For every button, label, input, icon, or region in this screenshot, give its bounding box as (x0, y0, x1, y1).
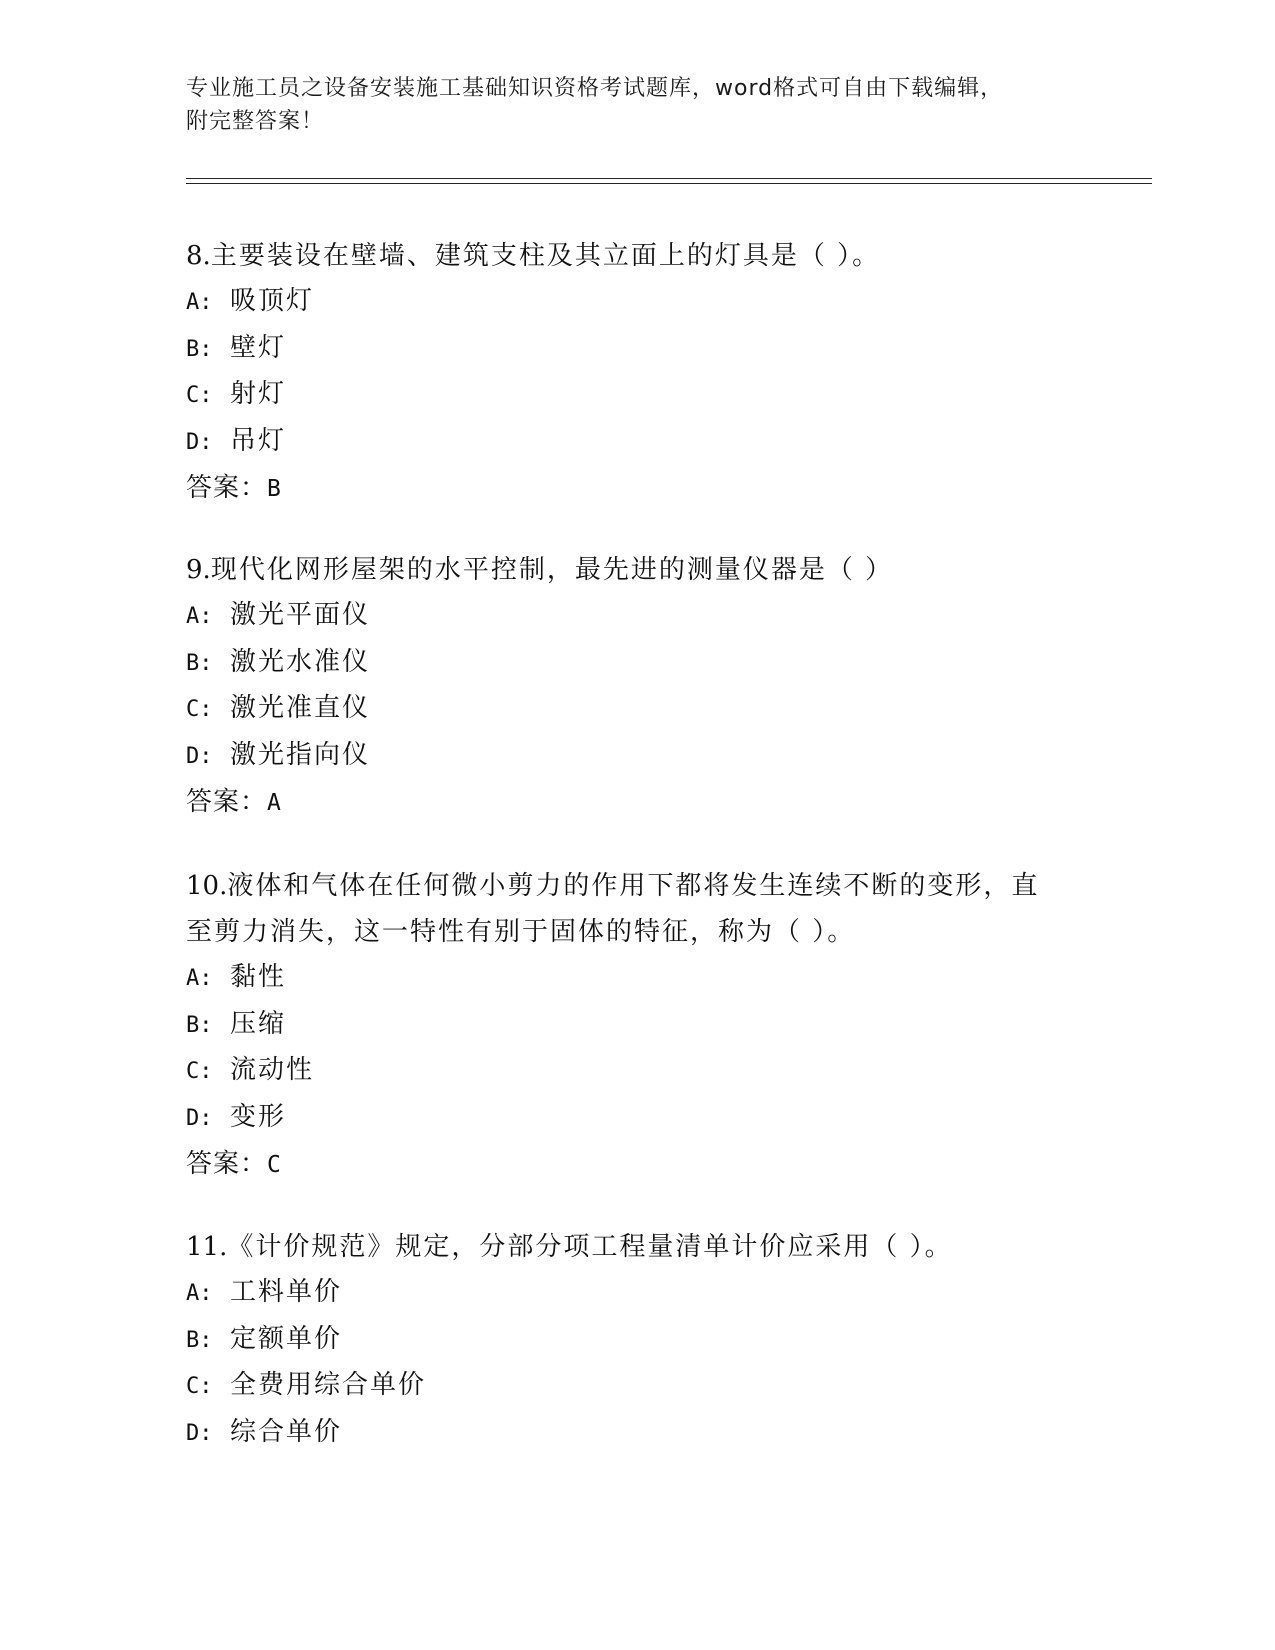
question-stem (186, 547, 1086, 593)
option-letter: B: (186, 336, 213, 362)
option-letter: B: (186, 650, 213, 676)
question-number: 9. (186, 555, 211, 585)
option-b (186, 326, 1086, 373)
option-letter: C: (186, 1374, 213, 1399)
option-letter: A: (186, 290, 213, 315)
question-stem (186, 233, 1086, 279)
option-letter: A: (186, 604, 213, 629)
option-c (186, 372, 1086, 419)
question-stem-continued (186, 909, 1086, 955)
question-10 (186, 863, 1086, 1188)
option-a (186, 1270, 1086, 1317)
header-line-2: 附完整答案！ (186, 109, 325, 134)
question-stem (186, 863, 1086, 909)
option-text: 定额单价 (230, 1323, 343, 1354)
option-text: 变形 (230, 1101, 287, 1132)
option-letter: B: (186, 1012, 213, 1038)
option-text: 激光准直仪 (230, 693, 371, 723)
option-c (186, 1048, 1086, 1095)
answer-label: 答案： (186, 787, 268, 817)
header-divider-top (186, 178, 1152, 179)
option-a (186, 955, 1086, 1002)
option-letter: D: (186, 1420, 213, 1446)
option-text: 黏性 (230, 962, 287, 992)
option-text: 射灯 (230, 379, 287, 409)
option-a (186, 593, 1086, 640)
question-number: 10. (186, 871, 228, 901)
document-header (186, 72, 1086, 138)
option-text: 压缩 (230, 1008, 287, 1039)
question-text: 《计价规范》规定，分部分项工程量清单计价应采用（ ）。 (227, 1232, 953, 1262)
option-a (186, 279, 1086, 326)
option-c (186, 686, 1086, 733)
option-text: 工料单价 (230, 1277, 343, 1307)
option-letter: C: (186, 1059, 213, 1084)
option-text: 全费用综合单价 (230, 1370, 427, 1400)
option-letter: D: (186, 1105, 213, 1131)
answer-label: 答案： (186, 473, 268, 503)
header-divider-bottom (186, 183, 1152, 184)
answer-label: 答案： (186, 1149, 268, 1179)
option-text: 激光平面仪 (230, 600, 371, 630)
answer-line (186, 465, 1086, 512)
question-text: 现代化网形屋架的水平控制，最先进的测量仪器是（ ） (210, 555, 894, 585)
answer-value: A (267, 790, 281, 816)
answer-line (186, 1141, 1086, 1188)
question-number: 8. (186, 241, 211, 271)
question-text-line-2: 至剪力消失，这一特性有别于固体的特征，称为（ ）。 (186, 917, 856, 947)
option-letter: D: (186, 743, 213, 769)
header-line-1: 专业施工员之设备安装施工基础知识资格考试题库，word格式可自由下载编辑， (186, 76, 1004, 101)
option-text: 综合单价 (230, 1416, 343, 1447)
option-d (186, 1410, 1086, 1457)
question-8 (186, 233, 1086, 512)
option-letter: A: (186, 1281, 213, 1306)
option-text: 激光水准仪 (230, 646, 371, 677)
option-text: 壁灯 (230, 332, 287, 363)
option-d (186, 733, 1086, 780)
question-stem (186, 1224, 1086, 1270)
option-text: 吸顶灯 (230, 286, 315, 316)
option-b (186, 1317, 1086, 1364)
option-text: 激光指向仪 (230, 739, 371, 770)
option-letter: C: (186, 383, 213, 408)
option-c (186, 1363, 1086, 1410)
question-11 (186, 1224, 1086, 1456)
option-letter: C: (186, 697, 213, 722)
option-text: 吊灯 (230, 425, 287, 456)
question-9 (186, 547, 1086, 826)
option-letter: D: (186, 429, 213, 455)
option-b (186, 1002, 1086, 1049)
option-letter: B: (186, 1327, 213, 1353)
option-d (186, 1095, 1086, 1142)
option-letter: A: (186, 966, 213, 991)
answer-line (186, 779, 1086, 826)
question-number: 11. (186, 1232, 228, 1262)
question-text-line-1: 液体和气体在任何微小剪力的作用下都将发生连续不断的变形，直 (227, 871, 1040, 901)
answer-value: B (267, 476, 281, 502)
option-d (186, 419, 1086, 466)
answer-value: C (267, 1152, 281, 1178)
option-text: 流动性 (230, 1055, 315, 1085)
question-text: 主要装设在壁墙、建筑支柱及其立面上的灯具是（ ）。 (210, 241, 881, 271)
option-b (186, 640, 1086, 687)
